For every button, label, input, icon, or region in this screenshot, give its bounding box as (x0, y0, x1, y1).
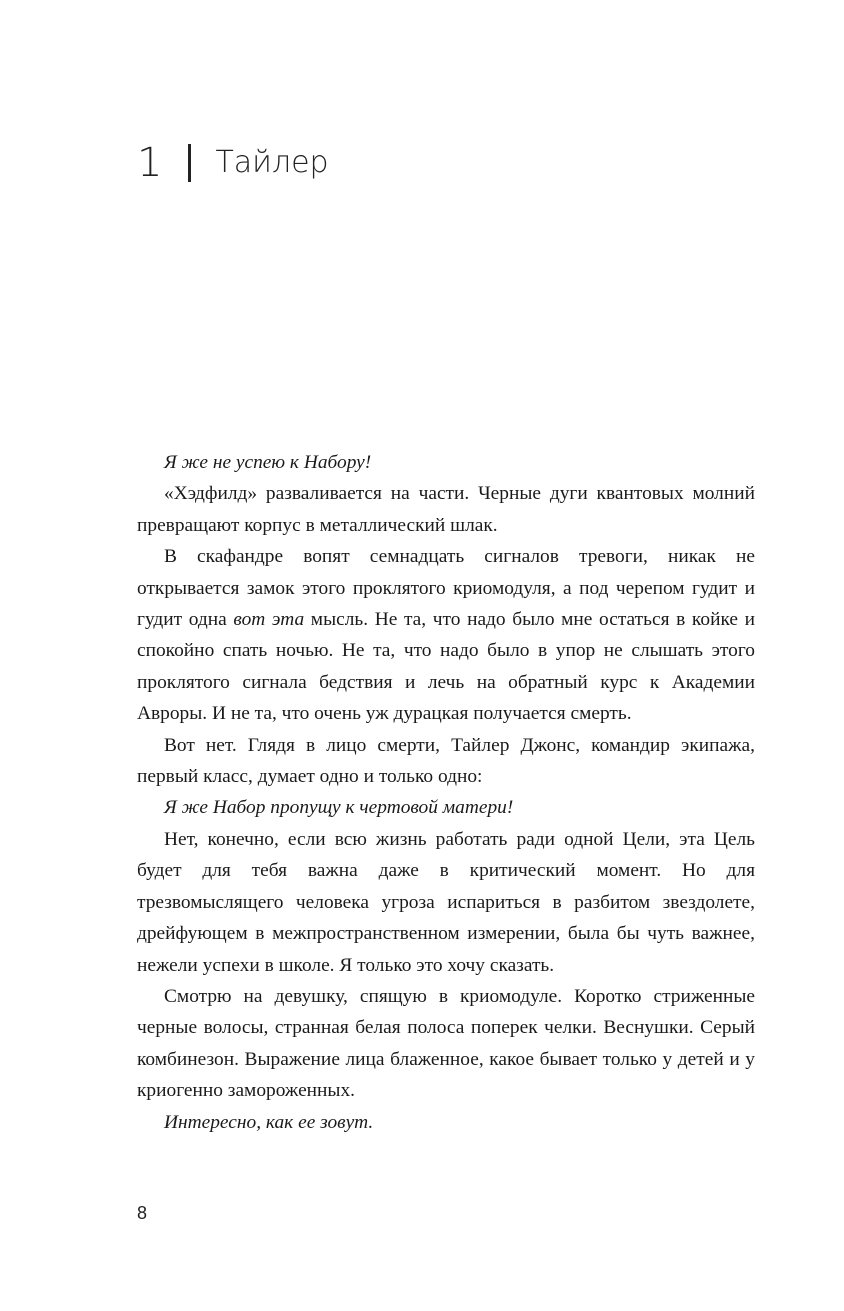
emphasis: вот эта (233, 609, 305, 631)
italic-thought: Я же не успею к Набору! (164, 452, 372, 473)
chapter-number: 1 (137, 140, 163, 186)
paragraph (137, 1107, 755, 1138)
paragraph (137, 541, 755, 729)
paragraph (137, 447, 755, 478)
chapter-heading (137, 133, 329, 193)
body-text (137, 447, 755, 1138)
paragraph: «Хэдфилд» разваливается на части. Черные дуги квантовых молний превращают корпус в металлический шлак. (137, 483, 755, 536)
paragraph: Смотрю на девушку, спящую в криомодуле. Коротко стриженные черные волосы, странная белая полоса поперек челки. Веснушки. Серый комбинезон. Выражение лица блаженное, какое бывает только у детей и у криогенно замороженных. (137, 985, 755, 1102)
paragraph: Нет, конечно, если всю жизнь работать ради одной Цели, эта Цель будет для тебя важна даже в критический момент. Но для трезвомыслящего человека угроза испариться в разбитом звездолете, дрейфующем в межпространственном измерении, была бы чуть важнее, нежели успехи в школе. Я только это хочу сказать. (137, 828, 755, 976)
italic-thought: Я же Набор пропущу к чертовой матери! (164, 797, 514, 819)
chapter-divider (188, 144, 191, 182)
paragraph (137, 792, 755, 823)
italic-thought: Интересно, как ее зовут. (164, 1111, 374, 1133)
paragraph-text: В скафандре вопят семнадцать сигналов тревоги, никак не открывается замок этого проклятого криомодуля, а под черепом гудит и гудит одна (137, 546, 755, 631)
paragraph: Вот нет. Глядя в лицо смерти, Тайлер Джонс, командир экипажа, первый класс, думает одно и только одно: (137, 734, 755, 788)
chapter-title: Тайлер (215, 145, 329, 180)
page-number: 8 (137, 1203, 148, 1223)
paragraph-text: мысль. Не та, что надо было мне остаться в койке и спокойно спать ночью. Не та, что надо было в упор не слышать этого проклятого сигнала бедствия и лечь на обратный курс к Академии Авроры. И не та, что очень уж дурацкая получается смерть. (137, 609, 756, 725)
